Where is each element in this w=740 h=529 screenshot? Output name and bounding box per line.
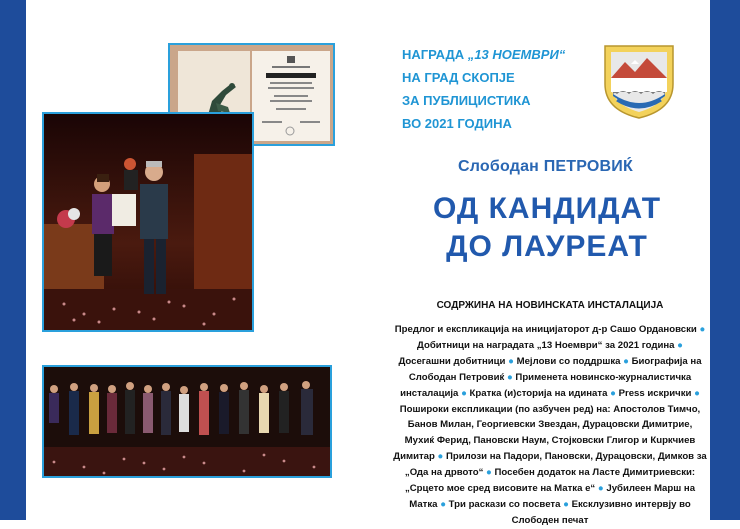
toc-item: Добитници на наградата „13 Ноември“ за 2021 година bbox=[417, 339, 675, 351]
award-title-line1-quote: „13 НОЕМВРИ“ bbox=[467, 47, 566, 62]
bullet-icon: ● bbox=[597, 483, 607, 495]
award-title-line1-prefix: НАГРАДА bbox=[402, 47, 468, 62]
bullet-icon: ● bbox=[508, 355, 517, 367]
main-headline bbox=[382, 190, 712, 266]
toc-heading: СОДРЖИНА НА НОВИНСКАТА ИНСТАЛАЦИЈА bbox=[436, 300, 664, 311]
toc-item: Пошироки експликации (по азбучен ред) на: Апостолов Тимчо, Банов Милан, Георгиевски Звездан, Дурацовски Димитрие, Мухиќ Ферид, Пановски Наум, Стојковски Глигор и Кuркчиев Димитар bbox=[393, 403, 701, 463]
group-scene bbox=[44, 367, 330, 476]
toc-item: Прилози на Падори, Пановски, Дурацовски, Димков за „Ода на дрвото“ bbox=[404, 451, 707, 479]
bullet-icon: ● bbox=[563, 498, 572, 510]
toc-item: Досегашни добитници bbox=[398, 355, 506, 367]
bullet-icon: ● bbox=[506, 371, 516, 383]
toc-item: Кратка (и)сторија на идината bbox=[469, 387, 608, 399]
award-ceremony-photo bbox=[42, 112, 254, 332]
right-blue-band bbox=[710, 0, 740, 520]
toc-item: Press искрички bbox=[618, 387, 692, 399]
toc-item: Предлог и експликација на иницијаторот д-р Сашо Ордановски bbox=[394, 324, 697, 335]
toc-item: Биографија на Слободан Петровиќ bbox=[408, 355, 702, 383]
ceremony-scene bbox=[44, 114, 252, 330]
author-name: Слободан ПЕТРОВИЌ bbox=[458, 158, 633, 175]
award-title-line3: ЗА ПУБЛИЦИСТИКА bbox=[402, 93, 531, 108]
skopje-coat-of-arms-icon bbox=[603, 44, 675, 120]
toc-item: Применета новинско-журналистичка инсталација bbox=[400, 371, 692, 399]
group-photo bbox=[42, 365, 332, 478]
award-title-line2: НА ГРАД СКОПЈЕ bbox=[402, 70, 515, 85]
bullet-icon: ● bbox=[623, 355, 632, 367]
certificate-right-page bbox=[252, 51, 330, 141]
bullet-icon: ● bbox=[694, 387, 700, 399]
toc-item: Ексклузивно интервју во Слободен печат bbox=[511, 498, 691, 526]
toc-body bbox=[393, 322, 707, 529]
bullet-icon: ● bbox=[610, 387, 619, 399]
award-title-line4: ВО 2021 ГОДИНА bbox=[402, 116, 512, 131]
toc-item: Посебен додаток на Ласте Димитриевски: „Срцето мое сред висовите на Матка е“ bbox=[404, 467, 696, 495]
headline-line1: ОД КАНДИДАТ bbox=[432, 192, 662, 225]
bullet-icon: ● bbox=[486, 467, 495, 479]
bullet-icon: ● bbox=[461, 387, 470, 399]
bullet-icon: ● bbox=[699, 324, 706, 335]
toc-item: Три раскази со посвета bbox=[448, 498, 561, 510]
bullet-icon: ● bbox=[440, 498, 449, 510]
bullet-icon: ● bbox=[677, 339, 683, 351]
toc-item: Јубилеен Марш на Матка bbox=[409, 483, 696, 510]
headline-line2: ДО ЛАУРЕАТ bbox=[446, 230, 648, 263]
bullet-icon: ● bbox=[437, 451, 447, 463]
left-blue-band bbox=[0, 0, 26, 520]
toc-item: Мејлови со поддршка bbox=[516, 355, 621, 367]
award-title bbox=[402, 43, 565, 135]
certificate-text-lines bbox=[252, 51, 330, 141]
